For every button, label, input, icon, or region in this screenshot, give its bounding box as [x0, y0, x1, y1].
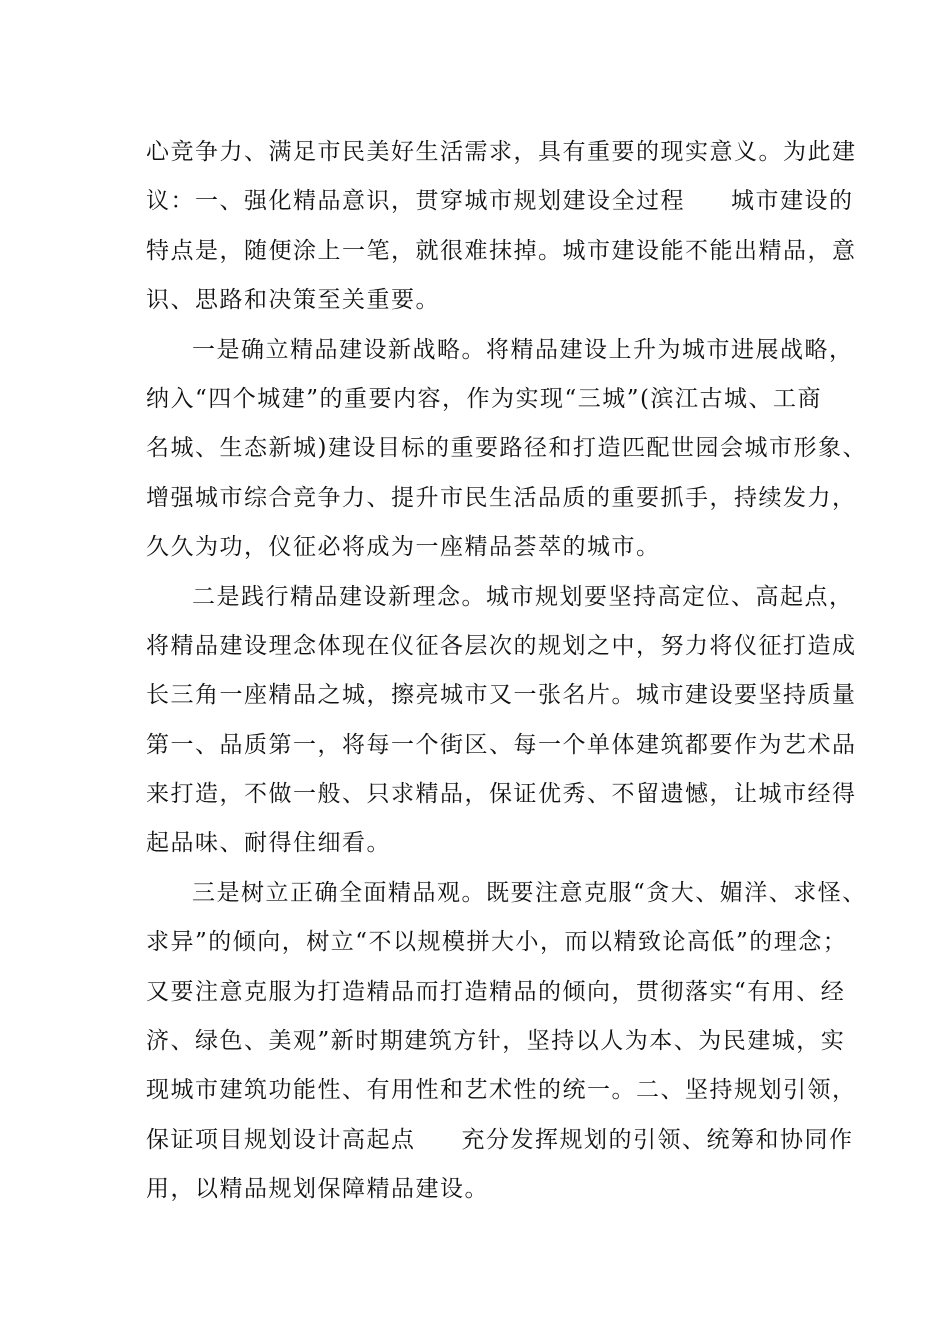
- text-line: 求异”的倾向，树立“不以规模拼大小，而以精致论高低”的理念；: [146, 929, 848, 956]
- text-line: 用，以精品规划保障精品建设。: [146, 1176, 489, 1203]
- text-line: 将精品建设理念体现在仪征各层次的规划之中，努力将仪征打造成: [146, 632, 857, 659]
- text-line: 长三角一座精品之城，擦亮城市又一张名片。城市建设要坚持质量: [146, 682, 857, 709]
- text-line: 纳入“四个城建”的重要内容，作为实现“三城”(滨江古城、工商: [146, 385, 823, 412]
- paragraph-start-line: 一是确立精品建设新战略。将精品建设上升为城市进展战略，: [192, 336, 854, 363]
- text-line: 议：一、强化精品意识，贯穿城市规划建设全过程 城市建设的: [146, 188, 854, 215]
- text-line: 心竞争力、满足市民美好生活需求，具有重要的现实意义。为此建: [146, 139, 857, 165]
- text-line: 又要注意克服为打造精品而打造精品的倾向，贯彻落实“有用、经: [146, 978, 846, 1005]
- text-line: 起品味、耐得住细看。: [146, 830, 391, 857]
- paragraph-start-line: 二是践行精品建设新理念。城市规划要坚持高定位、高起点，: [192, 583, 854, 610]
- text-line: 识、思路和决策至关重要。: [146, 287, 440, 314]
- text-line: 久久为功，仪征必将成为一座精品荟萃的城市。: [146, 534, 661, 561]
- text-line: 特点是，随便涂上一笔，就很难抹掉。城市建设能不能出精品，意: [146, 237, 857, 264]
- text-line: 第一、品质第一，将每一个街区、每一个单体建筑都要作为艺术品: [146, 731, 857, 758]
- paragraph-start-line: 三是树立正确全面精品观。既要注意克服“贪大、媚洋、求怪、: [192, 879, 867, 906]
- text-line: 来打造，不做一般、只求精品，保证优秀、不留遗憾，让城市经得: [146, 781, 857, 808]
- body-text: [146, 128, 867, 1215]
- text-line: 保证项目规划设计高起点 充分发挥规划的引领、统筹和协同作: [146, 1126, 854, 1153]
- text-line: 济、绿色、美观”新时期建筑方针，坚持以人为本、为民建城，实: [146, 1028, 846, 1055]
- text-line: 名城、生态新城)建设目标的重要路径和打造匹配世园会城市形象、: [146, 435, 867, 462]
- text-line: 现城市建筑功能性、有用性和艺术性的统一。二、坚持规划引领，: [146, 1077, 857, 1104]
- text-line: 增强城市综合竞争力、提升市民生活品质的重要抓手，持续发力，: [146, 484, 857, 511]
